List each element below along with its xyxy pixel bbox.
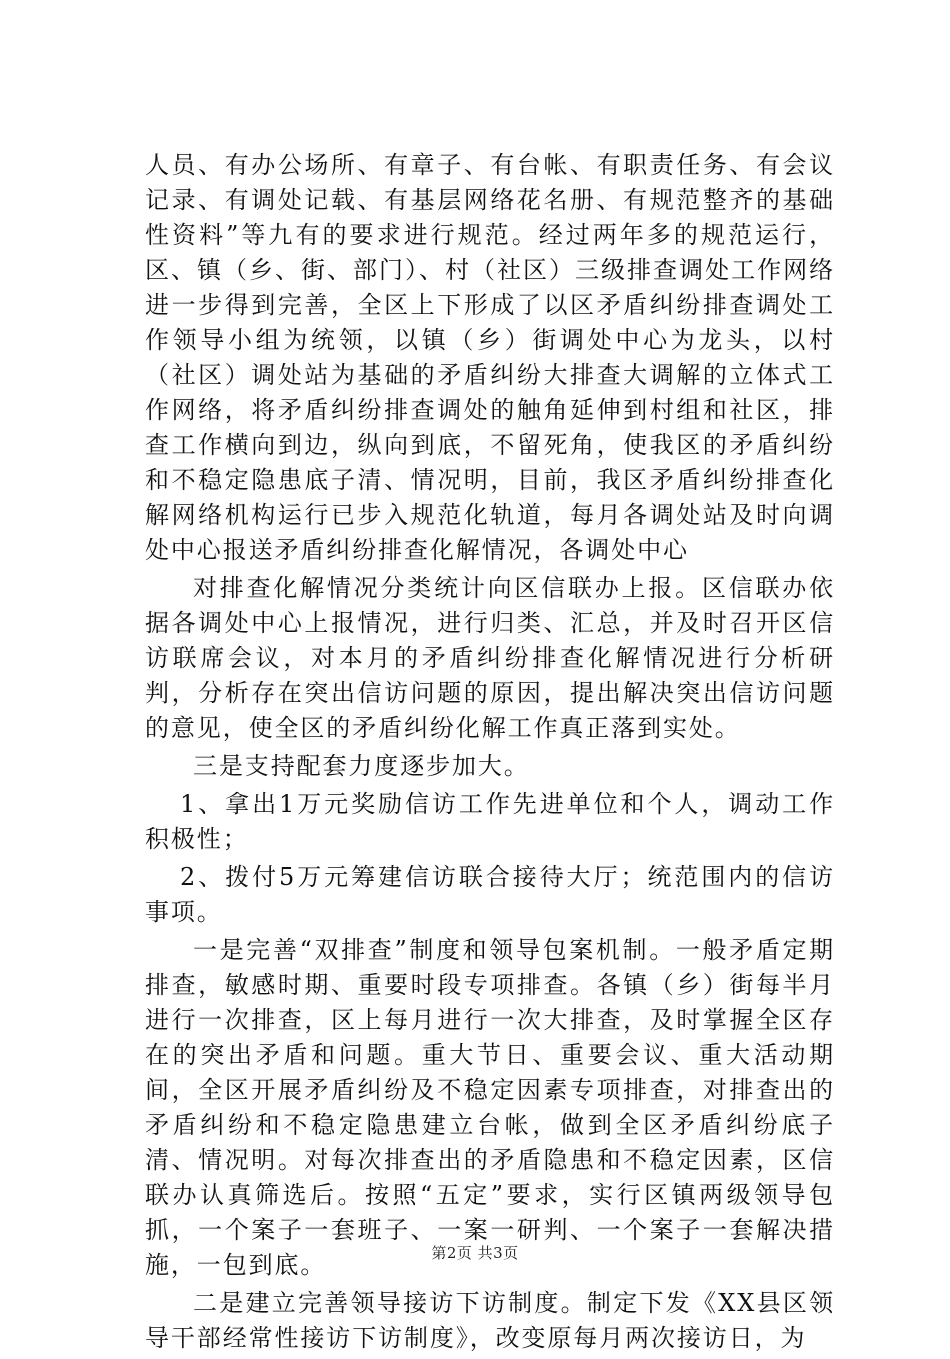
paragraph-5: 2、拨付5万元筹建信访联合接待大厅；统范围内的信访事项。 (145, 863, 835, 926)
paragraph-4: 1、拿出1万元奖励信访工作先进单位和个人，调动工作积极性； (145, 790, 835, 853)
document-body (145, 148, 835, 1359)
page-footer (0, 1242, 950, 1263)
paragraph-2: 对排查化解情况分类统计向区信联办上报。区信联办依据各调处中心上报情况，进行归类、汇总，并及时召开区信访联席会议，对本月的矛盾纠纷排查化解情况进行分析研判，分析存在突出信访问题的原因，提出解决突出信访问题的意见，使全区的矛盾纠纷化解工作真正落到实处。 (145, 574, 835, 742)
paragraph-1: 人员、有办公场所、有章子、有台帐、有职责任务、有会议记录、有调处记载、有基层网络花名册、有规范整齐的基础性资料”等九有的要求进行规范。经过两年多的规范运行，区、镇（乡、街、部门）、村（社区）三级排查调处工作网络进一步得到完善，全区上下形成了以区矛盾纠纷排查调处工作领导小组为统领，以镇（乡）街调处中心为龙头，以村（社区）调处站为基础的矛盾纠纷大排查大调解的立体式工作网络，将矛盾纠纷排查调处的触角延伸到村组和社区，排查工作横向到边，纵向到底，不留死角，使我区的矛盾纠纷和不稳定隐患底子清、情况明，目前，我区矛盾纠纷排查化解网络机构运行已步入规范化轨道，每月各调处站及时向调处中心报送矛盾纠纷排查化解情况，各调处中心 (145, 151, 835, 564)
paragraph-3: 三是支持配套力度逐步加大。 (193, 752, 530, 780)
paragraph-6: 一是完善“双排查”制度和领导包案机制。一般矛盾定期排查，敏感时期、重要时段专项排查。各镇（乡）街每半月进行一次排查，区上每月进行一次大排查，及时掌握全区存在的突出矛盾和问题。重大节日、重要会议、重大活动期间，全区开展矛盾纠纷及不稳定因素专项排查，对排查出的矛盾纠纷和不稳定隐患建立台帐，做到全区矛盾纠纷底子清、情况明。对每次排查出的矛盾隐患和不稳定因素，区信联办认真筛选后。按照“五定”要求，实行区镇两级领导包抓，一个案子一套班子、一案一研判、一个案子一套解决措施，一包到底。 (145, 936, 835, 1279)
page-number-label: 第2页 共3页 (431, 1244, 519, 1262)
paragraph-7: 二是建立完善领导接访下访制度。制定下发《XX县区领导干部经常性接访下访制度》，改变原每月两次接访日，为 (145, 1289, 835, 1352)
